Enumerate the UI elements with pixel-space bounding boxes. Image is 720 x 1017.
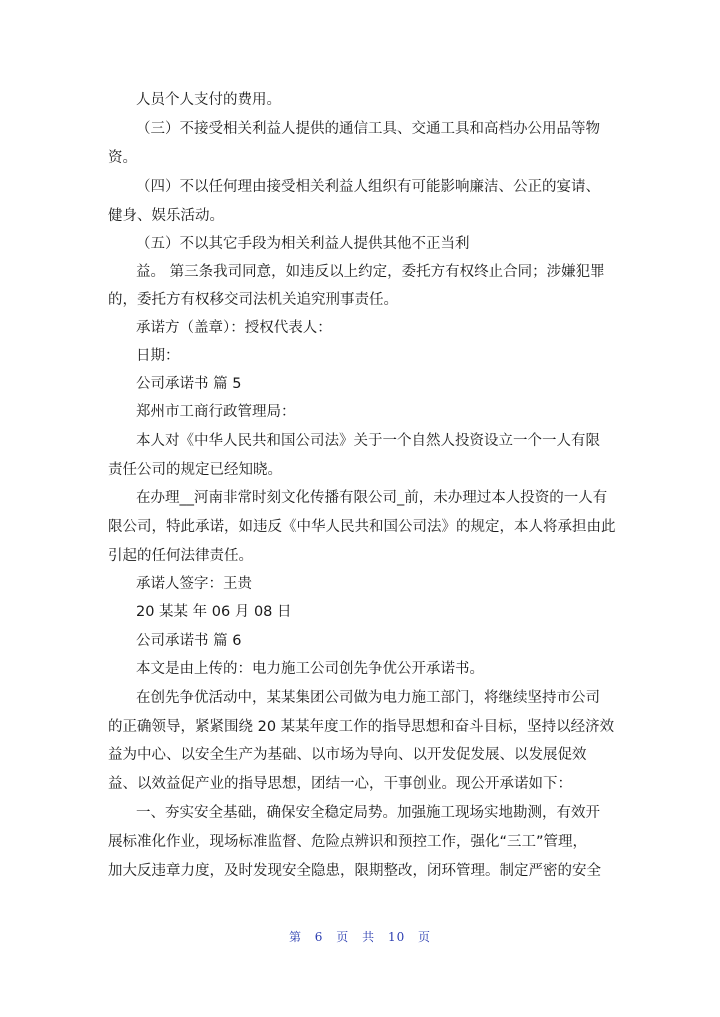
text-line: 益、以效益促产业的指导思想，团结一心，干事创业。现公开承诺如下： bbox=[108, 776, 572, 792]
text-line: 在创先争优活动中，某某集团公司做为电力施工部门，将继续坚持市公司 bbox=[136, 690, 600, 706]
footer-di: 第 bbox=[288, 930, 302, 944]
text-line: 本文是由上传的：电力施工公司创先争优公开承诺书。 bbox=[136, 661, 484, 677]
text-line: 的，委托方有权移交司法机关追究刑事责任。 bbox=[108, 292, 398, 308]
text-line: 的正确领导，紧紧围绕 20 某某年度工作的指导思想和奋斗目标，坚持以经济效 bbox=[108, 719, 615, 735]
text-line: 承诺人签字：王贵 bbox=[136, 576, 252, 592]
text-line: （五）不以其它手段为相关利益人提供其他不正当利 bbox=[136, 236, 470, 252]
text-line: 日期： bbox=[136, 348, 180, 364]
text-line: 在办理__河南非常时刻文化传播有限公司_前，未办理过本人投资的一人有 bbox=[136, 490, 608, 506]
text-line: 健身、娱乐活动。 bbox=[108, 208, 224, 224]
page-footer bbox=[0, 928, 720, 945]
footer-gong: 共 bbox=[362, 930, 376, 944]
text-line: 展标准化作业，现场标准监督、危险点辨识和预控工作，强化“三工”管理， bbox=[108, 834, 588, 850]
text-line: 郑州市工商行政管理局： bbox=[136, 404, 296, 420]
footer-ye: 页 bbox=[336, 930, 350, 944]
text-line: 责任公司的规定已经知晓。 bbox=[108, 462, 282, 478]
text-line: 限公司，特此承诺，如违反《中华人民共和国公司法》的规定，本人将承担由此 bbox=[108, 519, 616, 535]
footer-ye2: 页 bbox=[418, 930, 432, 944]
text-line: 益为中心、以安全生产为基础、以市场为导向、以开发促发展、以发展促效 bbox=[108, 747, 587, 763]
text-line: 引起的任何法律责任。 bbox=[108, 548, 253, 564]
text-line: 人员个人支付的费用。 bbox=[136, 92, 281, 108]
text-line: 资。 bbox=[108, 150, 137, 166]
text-line: 益。 第三条我司同意，如违反以上约定，委托方有权终止合同；涉嫌犯罪 bbox=[136, 264, 605, 280]
text-line: 公司承诺书 篇 5 bbox=[136, 376, 242, 392]
text-line: （三）不接受相关利益人提供的通信工具、交通工具和高档办公用品等物 bbox=[136, 121, 600, 137]
text-line: 20 某某 年 06 月 08 日 bbox=[136, 604, 292, 620]
text-line: （四）不以任何理由接受相关利益人组织有可能影响廉洁、公正的宴请、 bbox=[136, 179, 600, 195]
text-line: 本人对《中华人民共和国公司法》关于一个自然人投资设立一个一人有限 bbox=[136, 433, 600, 449]
text-line: 公司承诺书 篇 6 bbox=[136, 633, 242, 649]
footer-total-pages: 10 bbox=[387, 930, 406, 944]
text-line: 承诺方（盖章）：授权代表人： bbox=[136, 320, 332, 336]
footer-current-page: 6 bbox=[314, 930, 324, 944]
text-line: 加大反违章力度，及时发现安全隐患，限期整改，闭环管理。制定严密的安全 bbox=[108, 863, 601, 879]
text-line: 一、夯实安全基础，确保安全稳定局势。加强施工现场实地勘测，有效开 bbox=[136, 805, 600, 821]
